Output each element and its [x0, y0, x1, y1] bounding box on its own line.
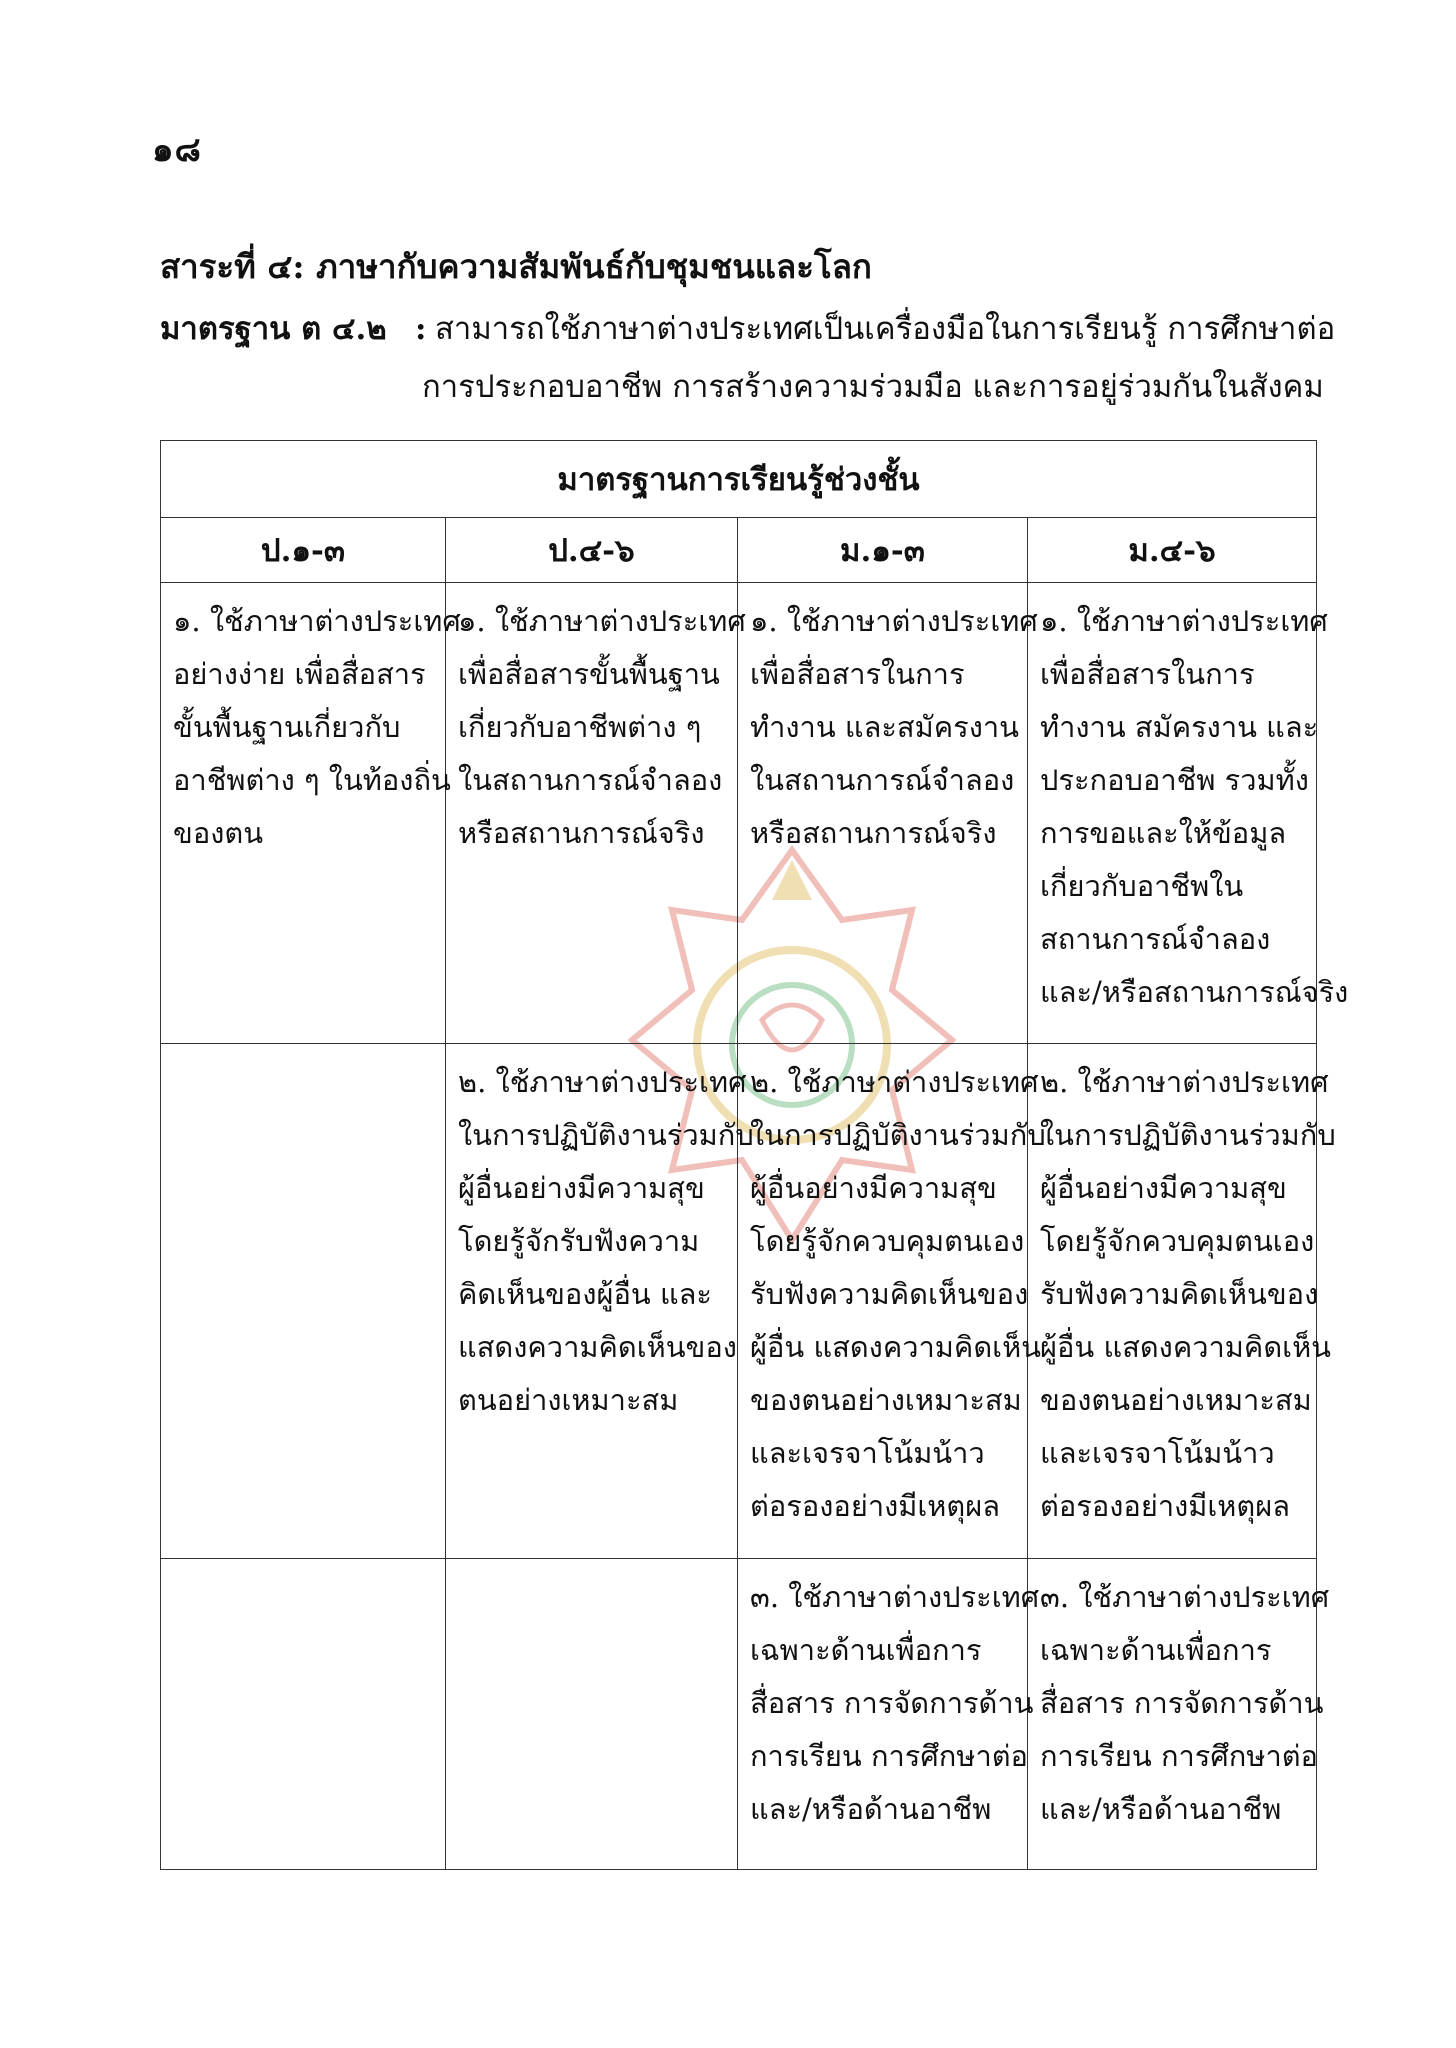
table-cell [1028, 583, 1349, 1044]
cell-text-line: ๑. ใช้ภาษาต่างประเทศ [750, 604, 1038, 638]
cell-text-line: อาชีพต่าง ๆ ในท้องถิ่น [173, 763, 451, 797]
cell-text-line: ในการปฏิบัติงานร่วมกับ [750, 1118, 1046, 1152]
cell-text-line: รับฟังความคิดเห็นของ [750, 1277, 1029, 1311]
cell-text-line: ๑. ใช้ภาษาต่างประเทศ [458, 604, 746, 638]
cell-text-line: ในการปฏิบัติงานร่วมกับ [458, 1118, 754, 1152]
table-cell [1028, 1559, 1330, 1870]
cell-text-line: โดยรู้จักรับฟังความ [458, 1224, 700, 1258]
cell-text-line: อย่างง่าย เพื่อสื่อสาร [173, 657, 426, 691]
cell-text-line: การขอและให้ข้อมูล [1040, 816, 1287, 850]
cell-text-line: ๒. ใช้ภาษาต่างประเทศ [1040, 1065, 1329, 1099]
table-row [161, 1559, 1317, 1870]
grade-header-m1-3: ม.๑-๓ [738, 518, 1028, 583]
cell-text-line: ผู้อื่น แสดงความคิดเห็น [1040, 1330, 1332, 1364]
cell-text-line: สื่อสาร การจัดการด้าน [750, 1686, 1034, 1720]
standard-text-line-2: การประกอบอาชีพ การสร้างความร่วมมือ และการอยู่ร่วมกันในสังคม [422, 369, 1324, 405]
cell-text-line: และ/หรือด้านอาชีพ [750, 1792, 992, 1826]
cell-text-line: ในสถานการณ์จำลอง [458, 763, 723, 797]
cell-text-line: ทำงาน สมัครงาน และ [1040, 710, 1319, 744]
cell-text-line: ของตนอย่างเหมาะสม [750, 1383, 1022, 1417]
cell-text-line: ทำงาน และสมัครงาน [750, 710, 1019, 744]
table-cell [161, 1044, 446, 1559]
table-cell [446, 583, 746, 1044]
table-cell [1028, 1044, 1336, 1559]
table-title: มาตรฐานการเรียนรู้ช่วงชั้น [161, 441, 1317, 518]
cell-text-line: แสดงความคิดเห็นของ [458, 1330, 737, 1364]
cell-text-line: และ/หรือสถานการณ์จริง [1040, 975, 1349, 1009]
cell-text-line: ๒. ใช้ภาษาต่างประเทศ [458, 1065, 747, 1099]
table-row [161, 583, 1317, 1044]
cell-text-line: เพื่อสื่อสารในการ [1040, 657, 1255, 691]
strand-heading: สาระที่ ๔: ภาษากับความสัมพันธ์กับชุมชนและโลก [160, 247, 872, 286]
grade-header-p4-6: ป.๔-๖ [446, 518, 738, 583]
table-row [161, 1044, 1317, 1559]
cell-text-line: ขั้นพื้นฐานเกี่ยวกับ [173, 710, 401, 744]
cell-text-line: ผู้อื่นอย่างมีความสุข [1040, 1171, 1287, 1205]
cell-text-line: หรือสถานการณ์จริง [458, 816, 705, 850]
cell-text-line: เกี่ยวกับอาชีพต่าง ๆ [458, 710, 702, 744]
cell-text-line: ผู้อื่นอย่างมีความสุข [458, 1171, 705, 1205]
standard-text-line-1: สามารถใช้ภาษาต่างประเทศเป็นเครื่องมือในการเรียนรู้ การศึกษาต่อ [435, 311, 1336, 347]
cell-text-line: เพื่อสื่อสารในการ [750, 657, 965, 691]
cell-text-line: การเรียน การศึกษาต่อ [1040, 1739, 1318, 1773]
page-number: ๑๘ [152, 130, 202, 170]
table-cell [446, 1559, 738, 1870]
table-cell [161, 583, 461, 1044]
cell-text-line: ๑. ใช้ภาษาต่างประเทศ [1040, 604, 1328, 638]
cell-text-line: ๒. ใช้ภาษาต่างประเทศ [750, 1065, 1039, 1099]
grade-header-m4-6: ม.๔-๖ [1028, 518, 1317, 583]
cell-text-line: ๓. ใช้ภาษาต่างประเทศ [1040, 1580, 1330, 1614]
standard-label: มาตรฐาน ต ๔.๒ [160, 311, 387, 347]
cell-text-line: เกี่ยวกับอาชีพใน [1040, 869, 1244, 903]
cell-text-line: ประกอบอาชีพ รวมทั้ง [1040, 763, 1309, 797]
grade-header-p1-3: ป.๑-๓ [161, 518, 446, 583]
cell-text-line: และ/หรือด้านอาชีพ [1040, 1792, 1282, 1826]
cell-text-line: คิดเห็นของผู้อื่น และ [458, 1277, 712, 1311]
cell-text-line: โดยรู้จักควบคุมตนเอง [750, 1224, 1025, 1258]
table-cell [738, 583, 1038, 1044]
cell-text-line: และเจรจาโน้มน้าว [1040, 1436, 1275, 1470]
cell-text-line: เพื่อสื่อสารขั้นพื้นฐาน [458, 657, 720, 691]
cell-text-line: เฉพาะด้านเพื่อการ [750, 1633, 982, 1667]
cell-text-line: ๑. ใช้ภาษาต่างประเทศ [173, 604, 461, 638]
cell-text-line: รับฟังความคิดเห็นของ [1040, 1277, 1319, 1311]
cell-text-line: ในการปฏิบัติงานร่วมกับ [1040, 1118, 1336, 1152]
cell-text-line: สื่อสาร การจัดการด้าน [1040, 1686, 1324, 1720]
learning-standards-table [160, 440, 1349, 1870]
cell-text-line: ต่อรองอย่างมีเหตุผล [750, 1489, 1000, 1523]
cell-text-line: และเจรจาโน้มน้าว [750, 1436, 985, 1470]
cell-text-line: ของตน [173, 816, 264, 850]
cell-text-line: ๓. ใช้ภาษาต่างประเทศ [750, 1580, 1040, 1614]
standard-statement [160, 300, 1336, 416]
cell-text-line: หรือสถานการณ์จริง [750, 816, 997, 850]
cell-text-line: การเรียน การศึกษาต่อ [750, 1739, 1028, 1773]
cell-text-line: โดยรู้จักควบคุมตนเอง [1040, 1224, 1315, 1258]
table-cell [161, 1559, 446, 1870]
table-cell [738, 1044, 1046, 1559]
table-cell [738, 1559, 1040, 1870]
cell-text-line: ผู้อื่น แสดงความคิดเห็น [750, 1330, 1042, 1364]
cell-text-line: ต่อรองอย่างมีเหตุผล [1040, 1489, 1290, 1523]
table-cell [446, 1044, 754, 1559]
standard-colon: : [415, 311, 427, 347]
cell-text-line: ผู้อื่นอย่างมีความสุข [750, 1171, 997, 1205]
cell-text-line: ของตนอย่างเหมาะสม [1040, 1383, 1312, 1417]
cell-text-line: เฉพาะด้านเพื่อการ [1040, 1633, 1272, 1667]
cell-text-line: สถานการณ์จำลอง [1040, 922, 1271, 956]
cell-text-line: ในสถานการณ์จำลอง [750, 763, 1015, 797]
cell-text-line: ตนอย่างเหมาะสม [458, 1383, 679, 1417]
